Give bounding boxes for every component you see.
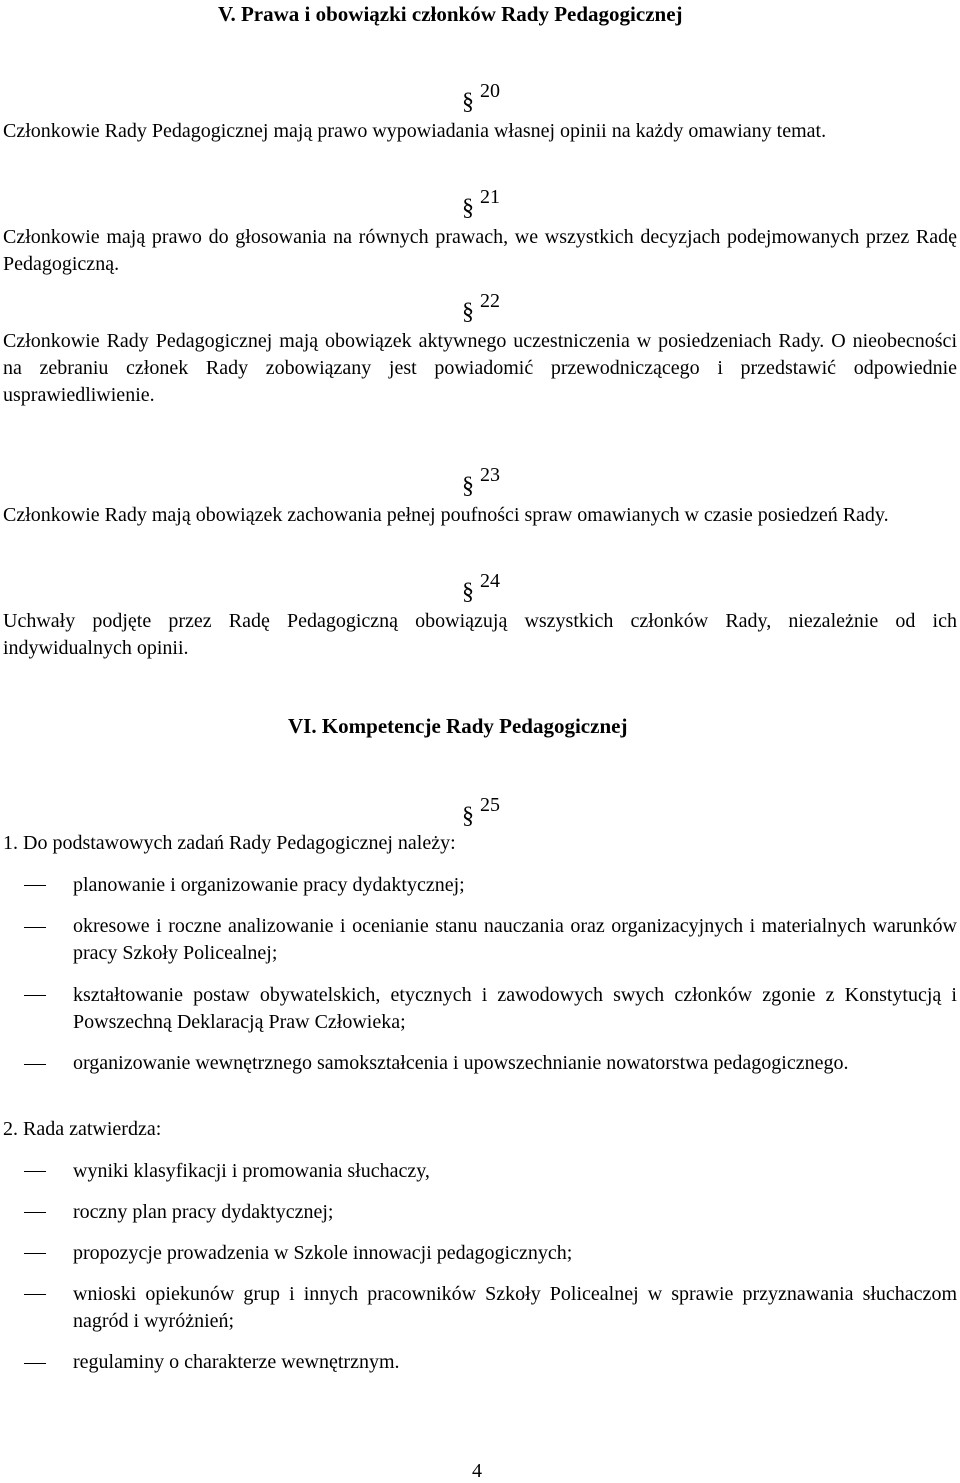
dash-bullet [24, 995, 46, 996]
section-number: 24 [480, 570, 500, 592]
section-number: 20 [480, 80, 500, 102]
list-item-text: planowanie i organizowanie pracy dydaktycznej; [73, 874, 465, 896]
dash-bullet [24, 1212, 46, 1213]
list-label: 2. Rada zatwierdza: [3, 1118, 162, 1140]
chapter-title: VI. Kompetencje Rady Pedagogicznej [288, 714, 628, 738]
list-item-text: propozycje prowadzenia w Szkole innowacji pedagogicznych; [73, 1242, 573, 1264]
list-item-text: wnioski opiekunów grup i innych pracowników Szkoły Policealnej w sprawie przyznawania słuchaczom nagród i wyróżnień; [73, 1283, 957, 1332]
chapter-title: V. Prawa i obowiązki członków Rady Pedagogicznej [218, 2, 683, 26]
section-symbol: § [462, 195, 474, 221]
section-paragraph: Uchwały podjęte przez Radę Pedagogiczną obowiązują wszystkich członków Rady, niezależnie od ich indywidualnych opinii. [3, 610, 957, 659]
section-number: 21 [480, 186, 500, 208]
list-item-text: kształtowanie postaw obywatelskich, etycznych i zawodowych swych członków zgonie z Konstytucją i Powszechną Deklaracją Praw Człowieka; [73, 984, 957, 1033]
section-paragraph: Członkowie Rady mają obowiązek zachowania pełnej poufności spraw omawianych w czasie posiedzeń Rady. [3, 504, 889, 526]
list-item-text: organizowanie wewnętrznego samokształcenia i upowszechnianie nowatorstwa pedagogicznego. [73, 1052, 849, 1074]
section-number: 23 [480, 464, 500, 486]
section-paragraph: Członkowie mają prawo do głosowania na równych prawach, we wszystkich decyzjach podejmowanych przez Radę Pedagogiczną. [3, 226, 957, 275]
section-symbol: § [462, 299, 474, 325]
page-number: 4 [472, 1460, 482, 1482]
list-item-text: regulaminy o charakterze wewnętrznym. [73, 1351, 400, 1373]
dash-bullet [24, 1064, 46, 1065]
dash-bullet [24, 927, 46, 928]
dash-bullet [24, 1363, 46, 1364]
section-symbol: § [462, 473, 474, 499]
dash-bullet [24, 885, 46, 886]
section-symbol: § [462, 803, 474, 829]
section-symbol: § [462, 89, 474, 115]
list-item-text: wyniki klasyfikacji i promowania słuchaczy, [73, 1160, 430, 1182]
dash-bullet [24, 1171, 46, 1172]
dash-bullet [24, 1294, 46, 1295]
section-number: 25 [480, 794, 500, 816]
dash-bullet [24, 1253, 46, 1254]
section-paragraph: Członkowie Rady Pedagogicznej mają obowiązek aktywnego uczestniczenia w posiedzeniach Rady. O nieobecności na zebraniu członek Rady zobowiązany jest powiadomić przewodniczącego i przedstawić odpowiednie usprawiedliwienie. [3, 330, 957, 406]
section-number: 22 [480, 290, 500, 312]
list-label: 1. Do podstawowych zadań Rady Pedagogicznej należy: [3, 832, 456, 854]
list-item-text: okresowe i roczne analizowanie i ocenianie stanu nauczania oraz organizacyjnych i materialnych warunków pracy Szkoły Policealnej; [73, 915, 957, 964]
section-symbol: § [462, 579, 474, 605]
list-item-text: roczny plan pracy dydaktycznej; [73, 1201, 334, 1223]
section-paragraph: Członkowie Rady Pedagogicznej mają prawo wypowiadania własnej opinii na każdy omawiany temat. [3, 120, 827, 142]
